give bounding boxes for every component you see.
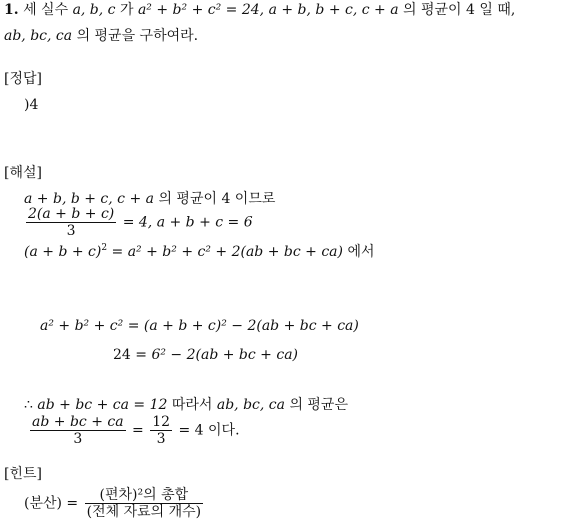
fraction-denominator: 3 <box>156 431 166 447</box>
therefore-symbol: ∴ <box>24 397 33 413</box>
hint-fraction <box>85 487 204 520</box>
problem-products: ab, bc, ca <box>4 28 73 44</box>
solution-product-sum: ab + bc + ca = 12 <box>37 397 168 413</box>
equation-2-rhs: = 6² − 2(ab + bc + ca) <box>135 347 299 363</box>
problem-sums: a + b, b + c, c + a <box>268 2 399 18</box>
fraction-numerator: 2(a + b + c) <box>28 206 115 222</box>
fraction-products-over-3 <box>30 414 126 447</box>
fraction-denominator: 3 <box>66 223 76 239</box>
hint-formula <box>24 487 205 520</box>
solution-square-rhs: = a² + b² + c² + 2(ab + bc + ca) <box>111 244 343 260</box>
solution-sums: a + b, b + c, c + a <box>24 191 154 207</box>
equation-1 <box>40 317 359 335</box>
fraction-sum-over-3 <box>26 206 116 239</box>
solution-text-6b: 의 평균은 <box>289 397 348 413</box>
solution-line-3: $(a + b + c)^2 = a^2 + b^2 + c^2 + 2(ab$ + bc + ca) 에서 <box>24 243 375 260</box>
solution-line-7 <box>28 414 240 447</box>
hint-lhs: (분산) = <box>24 495 79 512</box>
fraction-denominator: 3 <box>73 431 83 447</box>
problem-text-prefix: 세 실수 <box>23 2 69 18</box>
problem-text-mid: 가 <box>119 2 134 18</box>
solution-text-6a: 따라서 <box>171 397 213 413</box>
answer-value: )4 <box>24 97 39 113</box>
equation-2 <box>113 346 298 364</box>
hint-denominator: (전체 자료의 개수) <box>86 504 202 520</box>
equation-2-lhs: 24 <box>113 347 131 363</box>
solution-products: ab, bc, ca <box>216 397 285 413</box>
problem-text-suffix: 의 평균이 4 일 때, <box>403 2 516 18</box>
solution-header: [해설] <box>4 165 42 181</box>
solution-result: = 4 이다. <box>178 422 240 439</box>
problem-line-2 <box>4 27 198 45</box>
equation-1-rhs: = (a + b + c)² − 2(ab + bc + ca) <box>127 318 359 334</box>
solution-text-3: 에서 <box>347 244 375 260</box>
hint-header: [힌트] <box>4 466 42 482</box>
solution-line-6 <box>24 396 348 414</box>
solution-eq-2: = 4, a + b + c = 6 <box>122 214 253 231</box>
fraction-numerator: 12 <box>152 414 171 430</box>
solution-text-1: 의 평균이 4 이므로 <box>158 191 276 207</box>
equation-1-lhs: a² + b² + c² <box>40 318 124 334</box>
problem-condition: a² + b² + c² = 24, <box>137 2 265 18</box>
answer-header: [정답] <box>4 71 42 87</box>
hint-numerator: (편차)²의 총합 <box>85 487 204 504</box>
problem-line-1 <box>4 1 515 19</box>
fraction-numerator: ab + bc + ca <box>32 414 124 430</box>
solution-line-2 <box>24 206 253 239</box>
fraction-12-over-3 <box>150 414 172 447</box>
problem-question: 의 평균을 구하여라. <box>76 28 199 44</box>
problem-vars: a, b, c <box>72 2 116 18</box>
problem-number: 1. <box>4 2 19 18</box>
equals-sign: = <box>132 422 144 439</box>
solution-square-lhs: (a + b + c) <box>24 244 102 260</box>
